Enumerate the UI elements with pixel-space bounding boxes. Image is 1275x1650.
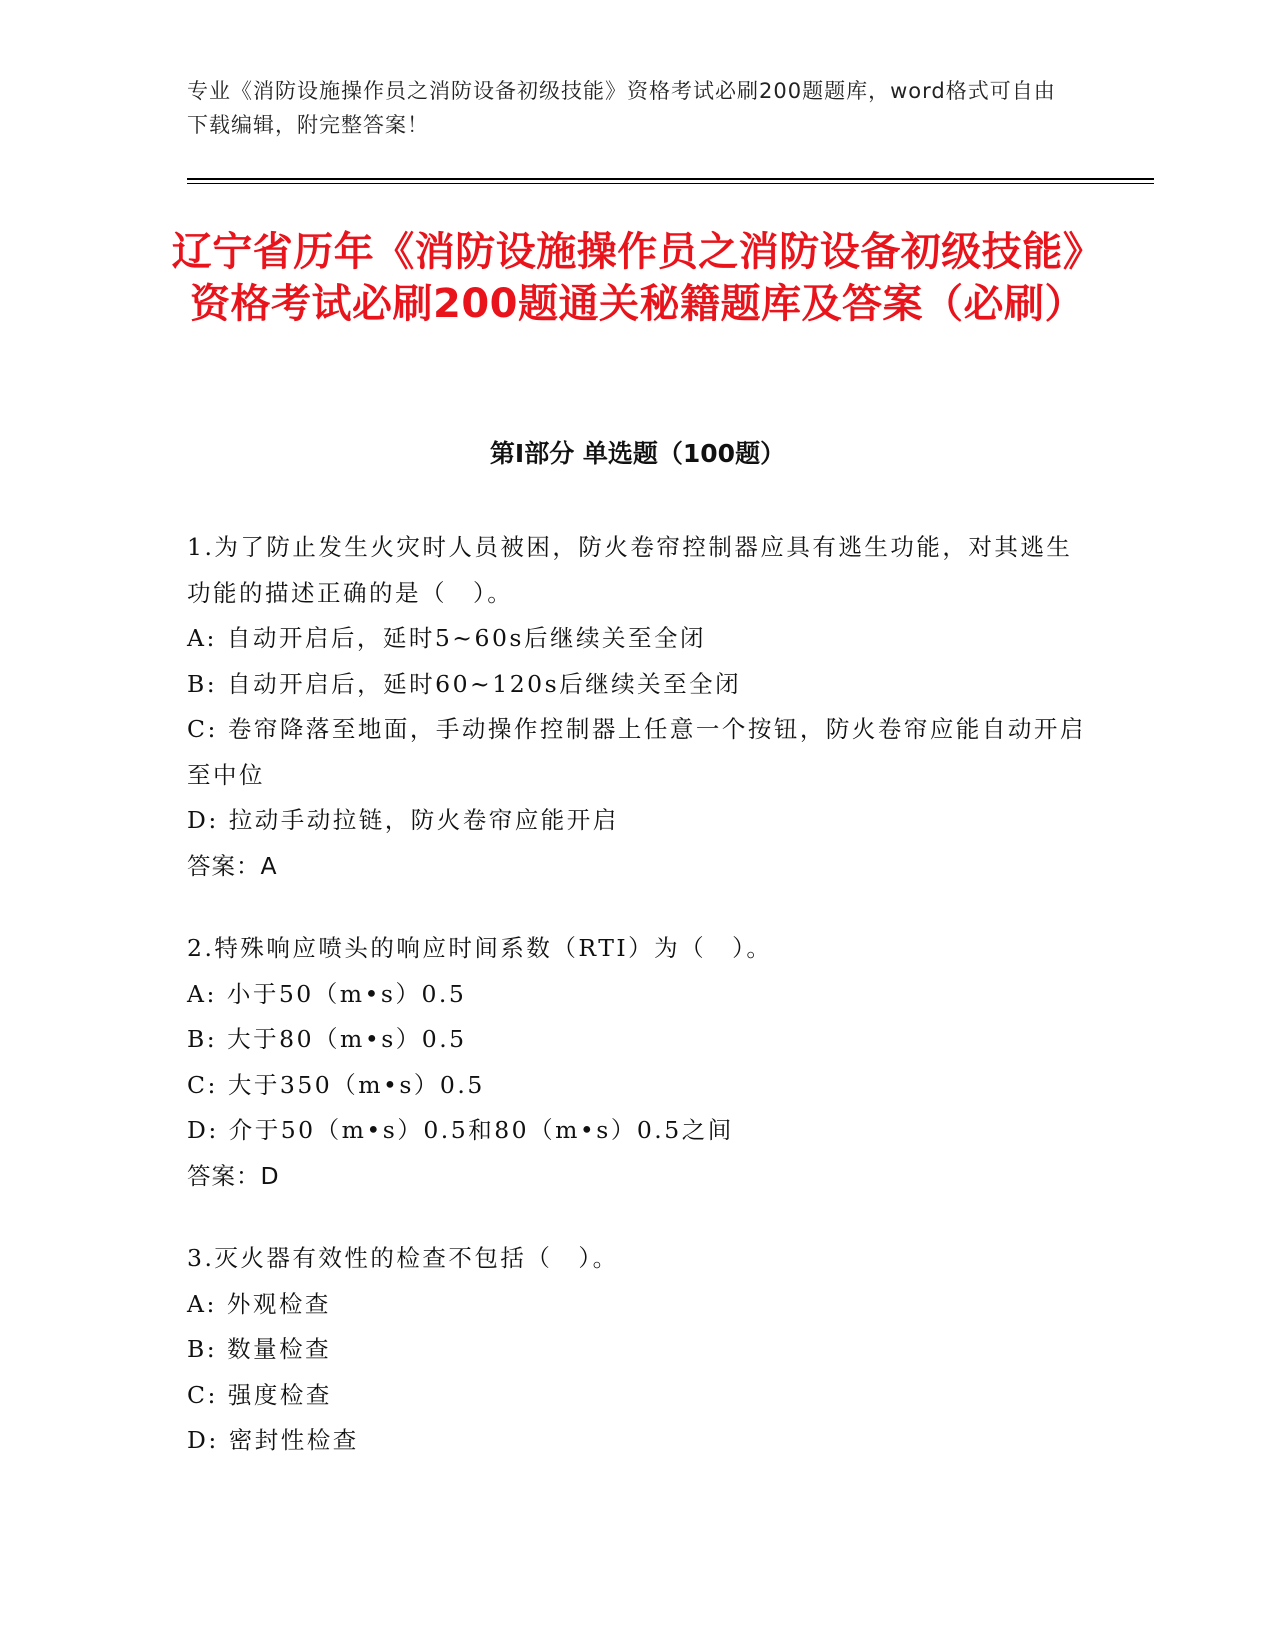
question-1 xyxy=(187,525,1087,889)
answer-line: 答案：D xyxy=(187,1161,280,1190)
section-heading: 第I部分 单选题（100题） xyxy=(489,439,786,468)
question-stem: 3.灭火器有效性的检查不包括（ ）。 xyxy=(187,1244,619,1272)
question-stem: 1.为了防止发生火灾时人员被困，防火卷帘控制器应具有逃生功能，对其逃生功能的描述正确的是（ ）。 xyxy=(187,533,1073,607)
option-c: C: 大于350（m•s）0.5 xyxy=(187,1070,485,1099)
question-list xyxy=(187,525,1087,1501)
option-d: D: 介于50（m•s）0.5和80（m•s）0.5之间 xyxy=(187,1116,734,1144)
question-3 xyxy=(187,1236,1087,1464)
header-note: 专业《消防设施操作员之消防设备初级技能》资格考试必刷200题题库，word格式可自由下载编辑，附完整答案！ xyxy=(187,79,1056,137)
option-a: A: 外观检查 xyxy=(187,1289,331,1318)
answer-line: 答案：A xyxy=(187,851,278,880)
question-stem: 2.特殊响应喷头的响应时间系数（RTI）为（ ）。 xyxy=(187,934,773,962)
option-d: D: 密封性检查 xyxy=(187,1426,359,1454)
option-b: B: 自动开启后，延时60~120s后继续关至全闭 xyxy=(187,669,742,698)
option-b: B: 大于80（m•s）0.5 xyxy=(187,1025,467,1053)
document-title: 辽宁省历年《消防设施操作员之消防设备初级技能》资格考试必刷200题通关秘籍题库及答案（必刷） xyxy=(171,229,1104,327)
question-2 xyxy=(187,926,1087,1199)
option-a: A: 小于50（m•s）0.5 xyxy=(187,979,467,1008)
option-a: A: 自动开启后，延时5~60s后继续关至全闭 xyxy=(187,624,706,652)
option-d: D: 拉动手动拉链，防火卷帘应能开启 xyxy=(187,806,619,834)
header-divider-thick xyxy=(187,178,1154,180)
header-divider-thin xyxy=(187,183,1154,184)
option-b: B: 数量检查 xyxy=(187,1335,332,1363)
option-c: C: 强度检查 xyxy=(187,1380,332,1409)
option-c: C: 卷帘降落至地面，手动操作控制器上任意一个按钮，防火卷帘应能自动开启至中位 xyxy=(187,715,1086,789)
